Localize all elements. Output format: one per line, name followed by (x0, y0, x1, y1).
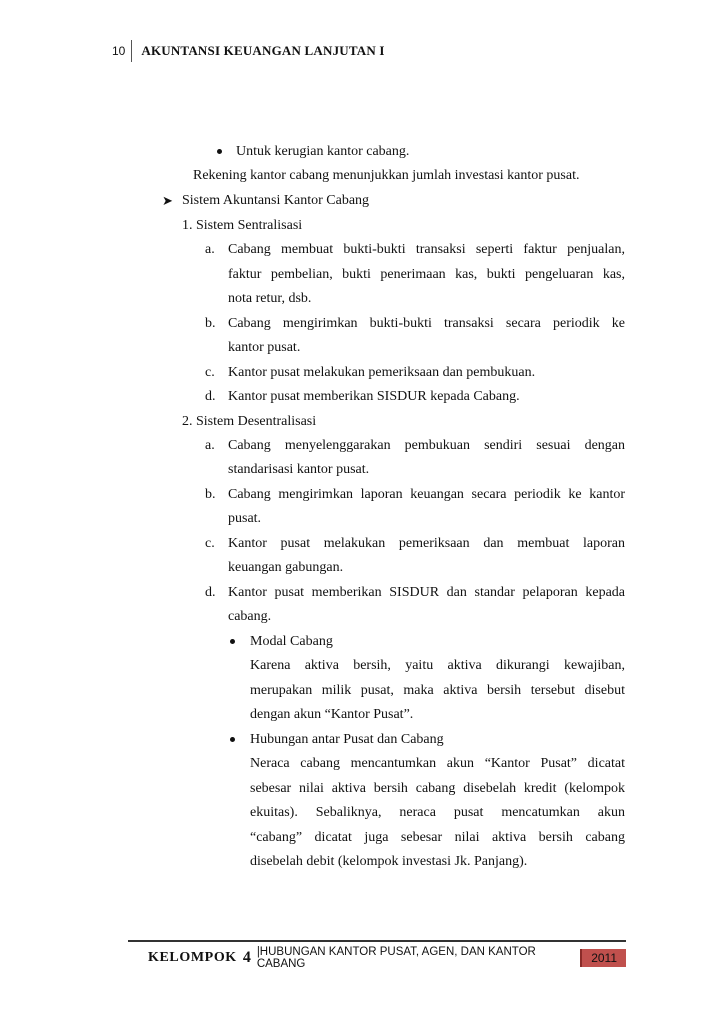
s1-b-line-2: kantor pusat. (228, 340, 301, 355)
s2-b-marker: b. (205, 487, 216, 502)
s1-b-line-1: Cabang mengirimkan bukti-bukti transaksi secara periodik ke (228, 316, 625, 331)
bullet-dot-icon (230, 630, 235, 655)
s1-d-text: Kantor pusat memberikan SISDUR kepada Cabang. (228, 389, 520, 404)
hubungan-line-1: Neraca cabang mencantumkan akun “Kantor Pusat” dicatat (250, 756, 625, 771)
arrow-bullet-icon: ➤ (162, 193, 173, 208)
s1-a-line-3: nota retur, dsb. (228, 291, 312, 306)
bullet-dot-icon (230, 728, 235, 753)
s1-d-marker: d. (205, 389, 216, 404)
s1-c-marker: c. (205, 365, 215, 380)
s2-b-line-2: pusat. (228, 511, 262, 526)
modal-line-2: merupakan milik pusat, maka aktiva bersih tersebut disebut (250, 683, 625, 698)
page-number: 10 (112, 44, 126, 58)
footer-rule (128, 940, 626, 942)
s2-a-line-2: standarisasi kantor pusat. (228, 462, 370, 477)
s1-b-marker: b. (205, 316, 216, 331)
footer-group-number: 4 (242, 949, 251, 966)
s2-b-line-1: Cabang mengirimkan laporan keuangan secara periodik ke kantor (228, 487, 625, 502)
modal-line-3: dengan akun “Kantor Pusat”. (250, 707, 414, 722)
s2-a-marker: a. (205, 438, 215, 453)
header-divider (131, 40, 132, 62)
s2-c-line-1: Kantor pusat melakukan pemeriksaan dan membuat laporan (228, 536, 625, 551)
bullet-dot-icon (217, 140, 222, 165)
s1-a-line-2: faktur pembelian, bukti penerimaan kas, bukti pengeluaran kas, (228, 267, 625, 282)
footer-group: KELOMPOK (148, 950, 237, 965)
bullet-loss-text: Untuk kerugian kantor cabang. (236, 144, 410, 159)
page-header (112, 40, 385, 62)
footer-subtitle: |HUBUNGAN KANTOR PUSAT, AGEN, DAN KANTOR CABANG (256, 946, 536, 970)
modal-line-1: Karena aktiva bersih, yaitu aktiva dikurangi kewajiban, (250, 658, 625, 673)
s2-title: 2. Sistem Desentralisasi (182, 414, 317, 429)
hubungan-line-5: disebelah debit (kelompok investasi Jk. Panjang). (250, 854, 528, 869)
s2-a-line-1: Cabang menyelenggarakan pembukuan sendiri sesuai dengan (228, 438, 625, 453)
s2-c-line-2: keuangan gabungan. (228, 560, 344, 575)
page-footer (128, 947, 626, 969)
hubungan-line-2: sebesar nilai aktiva bersih cabang disebelah kredit (kelompok (250, 781, 625, 796)
s2-c-marker: c. (205, 536, 215, 551)
hubungan-line-3: ekuitas). Sebaliknya, neraca pusat mencatumkan akun (250, 805, 625, 820)
s1-c-text: Kantor pusat melakukan pemeriksaan dan pembukuan. (228, 365, 536, 380)
hubungan-title: Hubungan antar Pusat dan Cabang (250, 732, 444, 747)
section-title: Sistem Akuntansi Kantor Cabang (182, 193, 370, 208)
rekening-note: Rekening kantor cabang menunjukkan jumlah investasi kantor pusat. (193, 168, 580, 183)
s2-d-line-2: cabang. (228, 609, 272, 624)
s2-d-line-1: Kantor pusat memberikan SISDUR dan standar pelaporan kepada (228, 585, 625, 600)
modal-cabang-title: Modal Cabang (250, 634, 333, 649)
hubungan-line-4: “cabang” dicatat juga sebesar nilai aktiva bersih cabang (250, 830, 625, 845)
s1-a-marker: a. (205, 242, 215, 257)
s2-d-marker: d. (205, 585, 216, 600)
header-title: AKUNTANSI KEUANGAN LANJUTAN I (141, 43, 385, 58)
footer-year-badge: 2011 (580, 949, 626, 967)
s1-a-line-1: Cabang membuat bukti-bukti transaksi seperti faktur penjualan, (228, 242, 625, 257)
s1-title: 1. Sistem Sentralisasi (182, 218, 303, 233)
